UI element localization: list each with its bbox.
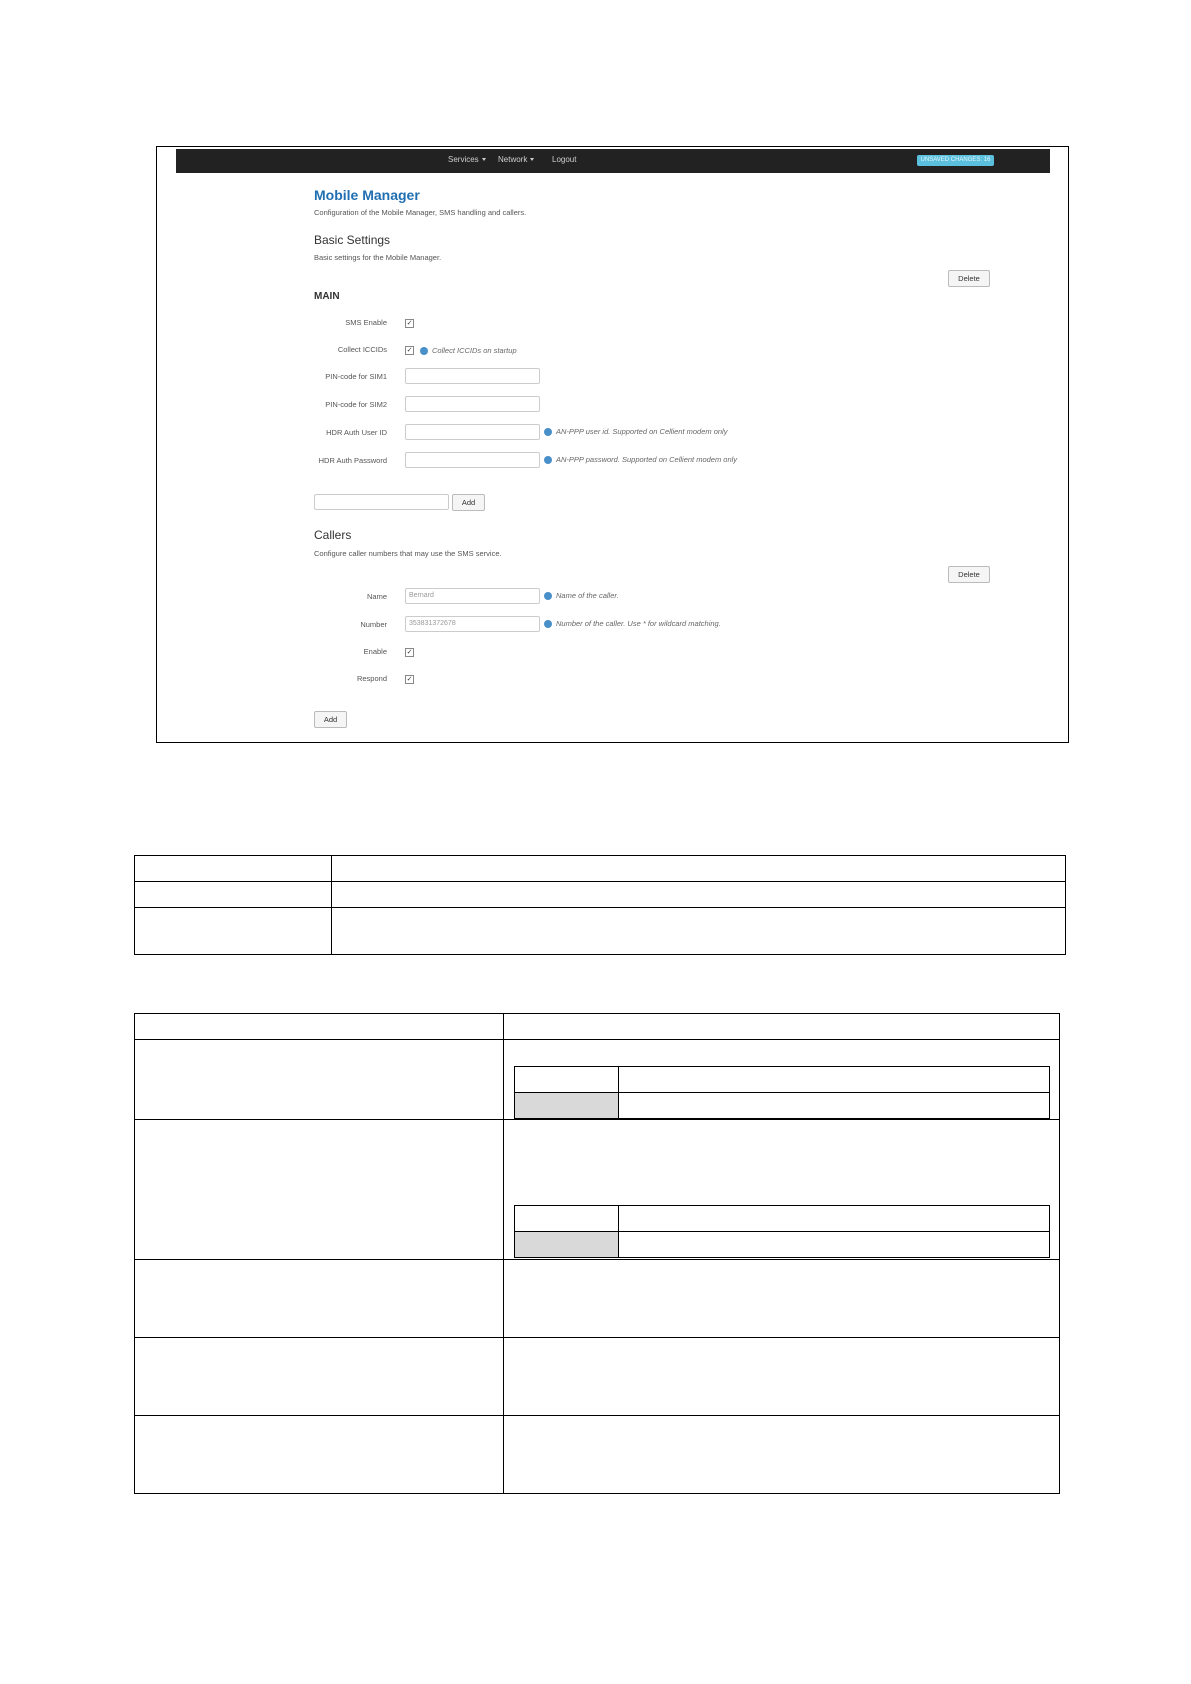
pin-sim1-input[interactable] bbox=[405, 368, 540, 384]
table-cell bbox=[619, 1206, 1050, 1232]
table-cell bbox=[504, 1014, 1060, 1040]
sms-enable-label: SMS Enable bbox=[345, 318, 387, 327]
caller-number-label: Number bbox=[360, 620, 387, 629]
table-cell bbox=[135, 908, 332, 955]
pin-sim2-input[interactable] bbox=[405, 396, 540, 412]
table-cell bbox=[135, 1014, 504, 1040]
table-row bbox=[515, 1206, 1050, 1232]
table-cell bbox=[135, 882, 332, 908]
table-row bbox=[515, 1093, 1050, 1119]
caller-respond-label: Respond bbox=[356, 674, 387, 683]
table-cell bbox=[332, 856, 1066, 882]
hdr-user-label: HDR Auth User ID bbox=[326, 428, 387, 437]
hdr-user-input[interactable] bbox=[405, 424, 540, 440]
info-icon bbox=[544, 620, 552, 628]
table-row bbox=[135, 1040, 1060, 1120]
table-row bbox=[135, 1260, 1060, 1338]
hdr-password-label: HDR Auth Password bbox=[318, 456, 387, 465]
parameter-table-1 bbox=[134, 855, 1066, 955]
new-section-name-input[interactable] bbox=[314, 494, 449, 510]
table-cell bbox=[135, 1120, 504, 1260]
table-cell bbox=[515, 1206, 619, 1232]
top-navbar bbox=[176, 149, 1050, 173]
info-icon bbox=[544, 592, 552, 600]
parameter-table-2 bbox=[134, 1013, 1060, 1494]
caller-name-input[interactable]: Bernard bbox=[405, 588, 540, 604]
add-section-button[interactable]: Add bbox=[452, 494, 485, 511]
table-cell bbox=[504, 1338, 1060, 1416]
caller-respond-checkbox[interactable]: ✓ bbox=[406, 676, 413, 683]
screenshot-frame bbox=[156, 146, 1069, 743]
table-cell bbox=[515, 1093, 619, 1119]
table-row bbox=[135, 1338, 1060, 1416]
page-description: Configuration of the Mobile Manager, SMS handling and callers. bbox=[314, 208, 527, 217]
table-cell bbox=[332, 882, 1066, 908]
table-row bbox=[135, 1014, 1060, 1040]
nested-value-table bbox=[514, 1205, 1050, 1258]
table-cell bbox=[515, 1232, 619, 1258]
caller-enable-checkbox[interactable]: ✓ bbox=[406, 649, 413, 656]
pin-sim1-label: PIN-code for SIM1 bbox=[325, 372, 387, 381]
nav-services[interactable]: Services bbox=[448, 155, 486, 164]
basic-settings-heading: Basic Settings bbox=[314, 233, 391, 247]
nav-logout[interactable]: Logout bbox=[552, 155, 577, 164]
caller-number-input[interactable]: 353831372678 bbox=[405, 616, 540, 632]
table-cell bbox=[504, 1416, 1060, 1494]
collect-iccids-checkbox[interactable]: ✓ bbox=[406, 347, 413, 354]
table-cell bbox=[135, 1260, 504, 1338]
callers-description: Configure caller numbers that may use the SMS service. bbox=[314, 549, 502, 558]
table-cell bbox=[504, 1260, 1060, 1338]
table-cell bbox=[332, 908, 1066, 955]
table-cell bbox=[135, 1338, 504, 1416]
page-title: Mobile Manager bbox=[314, 187, 420, 203]
main-section-label: MAIN bbox=[314, 291, 340, 302]
table-cell bbox=[135, 856, 332, 882]
table-cell bbox=[504, 1040, 1060, 1120]
nested-value-table bbox=[514, 1066, 1050, 1119]
table-row bbox=[135, 908, 1066, 955]
info-icon bbox=[420, 347, 428, 355]
table-cell bbox=[619, 1232, 1050, 1258]
table-row bbox=[135, 1416, 1060, 1494]
info-icon bbox=[544, 456, 552, 464]
table-row bbox=[135, 882, 1066, 908]
caret-down-icon bbox=[530, 158, 534, 161]
table-row bbox=[135, 856, 1066, 882]
table-cell bbox=[619, 1093, 1050, 1119]
caller-name-label: Name bbox=[366, 592, 387, 601]
callers-delete-button[interactable]: Delete bbox=[948, 566, 990, 583]
table-cell bbox=[135, 1040, 504, 1120]
table-cell bbox=[619, 1067, 1050, 1093]
table-cell bbox=[504, 1120, 1060, 1260]
unsaved-changes-badge[interactable]: UNSAVED CHANGES: 16 bbox=[917, 155, 994, 166]
hdr-password-hint: AN-PPP password. Supported on Cellient modem only bbox=[556, 455, 738, 464]
caller-name-hint: Name of the caller. bbox=[556, 591, 619, 600]
caller-enable-label: Enable bbox=[363, 647, 387, 656]
table-row bbox=[135, 1120, 1060, 1260]
info-icon bbox=[544, 428, 552, 436]
callers-heading: Callers bbox=[314, 528, 352, 542]
caller-number-hint: Number of the caller. Use * for wildcard matching. bbox=[556, 619, 721, 628]
hdr-password-input[interactable] bbox=[405, 452, 540, 468]
basic-settings-description: Basic settings for the Mobile Manager. bbox=[314, 253, 442, 262]
table-row bbox=[515, 1232, 1050, 1258]
table-cell bbox=[515, 1067, 619, 1093]
pin-sim2-label: PIN-code for SIM2 bbox=[325, 400, 387, 409]
nav-network[interactable]: Network bbox=[498, 155, 534, 164]
hdr-user-hint: AN-PPP user id. Supported on Cellient modem only bbox=[556, 427, 728, 436]
table-cell bbox=[135, 1416, 504, 1494]
caret-down-icon bbox=[482, 158, 486, 161]
collect-iccids-hint: Collect ICCIDs on startup bbox=[432, 346, 517, 355]
sms-enable-checkbox[interactable]: ✓ bbox=[406, 320, 413, 327]
add-caller-button[interactable]: Add bbox=[314, 711, 347, 728]
collect-iccids-label: Collect ICCIDs bbox=[337, 345, 387, 354]
table-row bbox=[515, 1067, 1050, 1093]
basic-settings-delete-button[interactable]: Delete bbox=[948, 270, 990, 287]
